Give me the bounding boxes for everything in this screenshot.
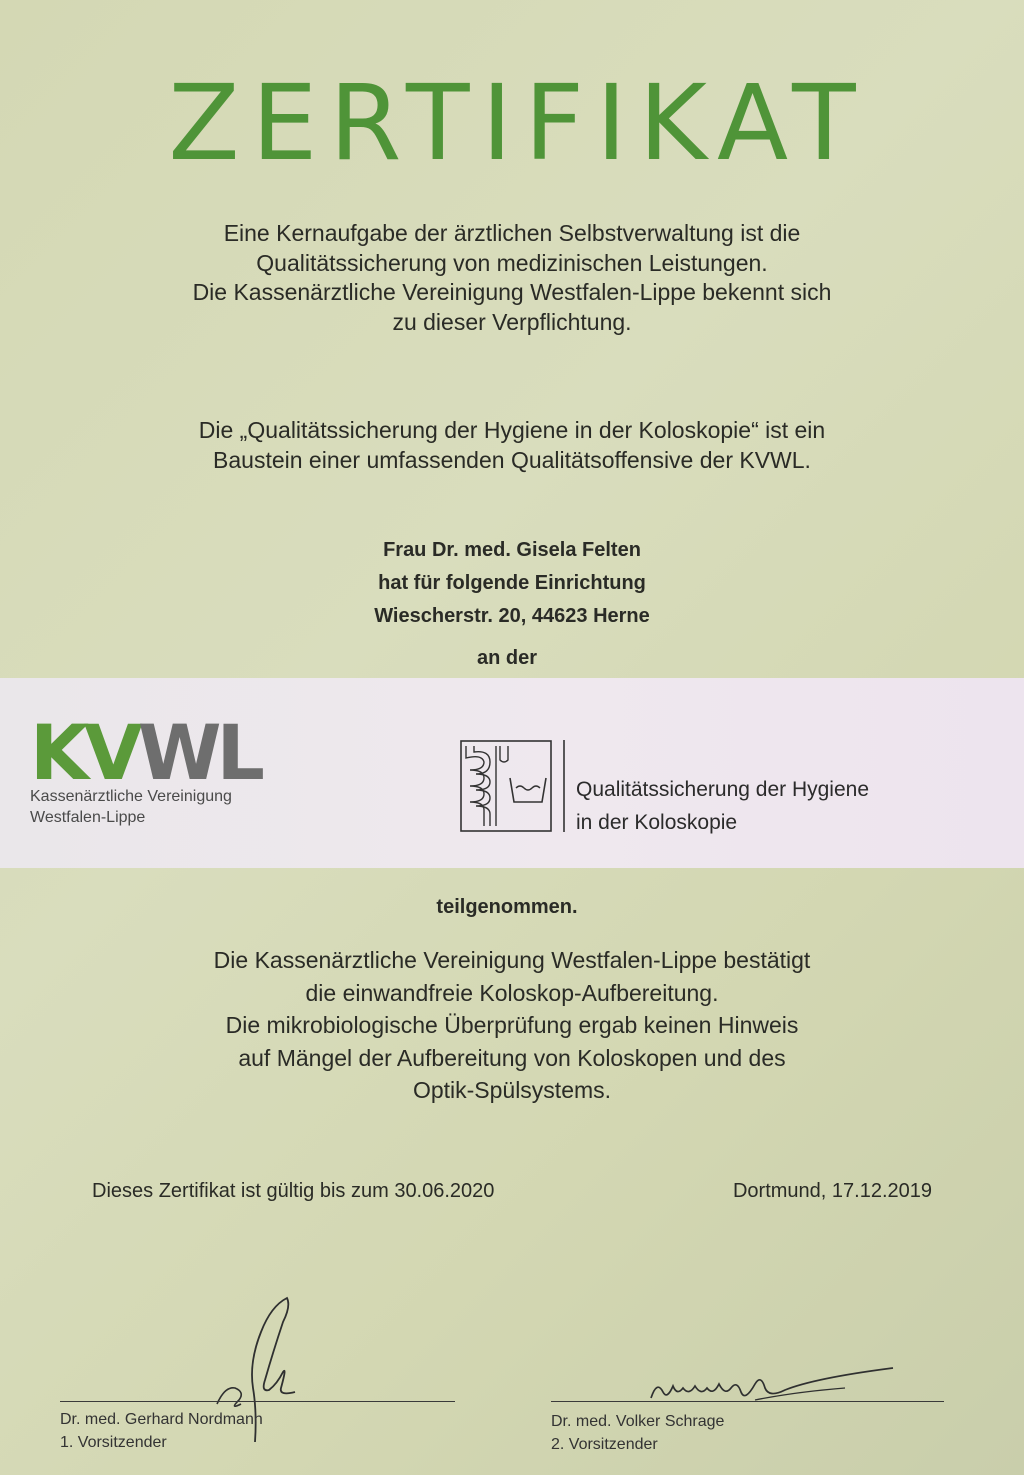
confirmation-line: die einwandfreie Koloskop-Aufbereitung. — [305, 979, 719, 1006]
signatory-role: 1. Vorsitzender — [60, 1434, 167, 1451]
program-line: Die „Qualitätssicherung der Hygiene in der Koloskopie“ ist ein — [198, 417, 826, 443]
hygiene-program-title — [576, 773, 869, 839]
signatory-1 — [60, 1408, 263, 1454]
signature-schrage — [645, 1362, 905, 1412]
signatory-name: Dr. med. Gerhard Nordmann — [60, 1411, 263, 1428]
recipient-name: Frau Dr. med. Gisela Felten — [383, 539, 641, 561]
intro-paragraph — [0, 219, 1024, 337]
kvwl-subtitle — [30, 786, 232, 828]
kvwl-subtitle-line: Kassenärztliche Vereinigung — [30, 788, 232, 805]
intro-line: Qualitätssicherung von medizinischen Leistungen. — [256, 249, 768, 276]
program-line: Baustein einer umfassenden Qualitätsoffensive der KVWL. — [213, 446, 811, 473]
intro-line: Die Kassenärztliche Vereinigung Westfalen-Lippe bekennt sich — [192, 279, 832, 305]
intro-line: Eine Kernaufgabe der ärztlichen Selbstverwaltung ist die — [223, 220, 801, 246]
signature-line-1 — [60, 1401, 455, 1402]
hygiene-program-line: Qualitätssicherung der Hygiene — [576, 778, 869, 801]
recipient-line: hat für folgende Einrichtung — [378, 572, 646, 594]
recipient-block — [0, 534, 1024, 633]
confirmation-line: auf Mängel der Aufbereitung von Koloskopen und des — [238, 1044, 786, 1071]
hygiene-colon-icon — [460, 740, 570, 834]
signatory-name: Dr. med. Volker Schrage — [551, 1413, 725, 1430]
recipient-an-der: an der — [476, 647, 538, 669]
signature-line-2 — [551, 1401, 944, 1402]
kvwl-logo-wl: WL — [137, 708, 260, 797]
signatory-2 — [551, 1410, 724, 1456]
confirmation-paragraph — [0, 944, 1024, 1107]
kvwl-logo-kv: KV — [30, 708, 138, 797]
confirmation-line: Optik-Spülsystems. — [412, 1077, 612, 1103]
validity-text: Dieses Zertifikat ist gültig bis zum 30.06.2020 — [92, 1180, 495, 1202]
intro-line: zu dieser Verpflichtung. — [392, 308, 632, 335]
place-date: Dortmund, 17.12.2019 — [732, 1180, 932, 1202]
hygiene-program-line: in der Koloskopie — [576, 811, 738, 834]
recipient-address: Wiescherstr. 20, 44623 Herne — [374, 605, 650, 627]
signatory-role: 2. Vorsitzender — [551, 1436, 658, 1453]
certificate-title: ZERTIFIKAT — [168, 62, 868, 184]
confirmation-line: Die Kassenärztliche Vereinigung Westfalen-Lippe bestätigt — [213, 947, 811, 973]
participated-text: teilgenommen. — [436, 896, 578, 918]
confirmation-line: Die mikrobiologische Überprüfung ergab keinen Hinweis — [225, 1012, 799, 1038]
kvwl-subtitle-line: Westfalen-Lippe — [30, 809, 146, 826]
program-paragraph — [0, 416, 1024, 475]
